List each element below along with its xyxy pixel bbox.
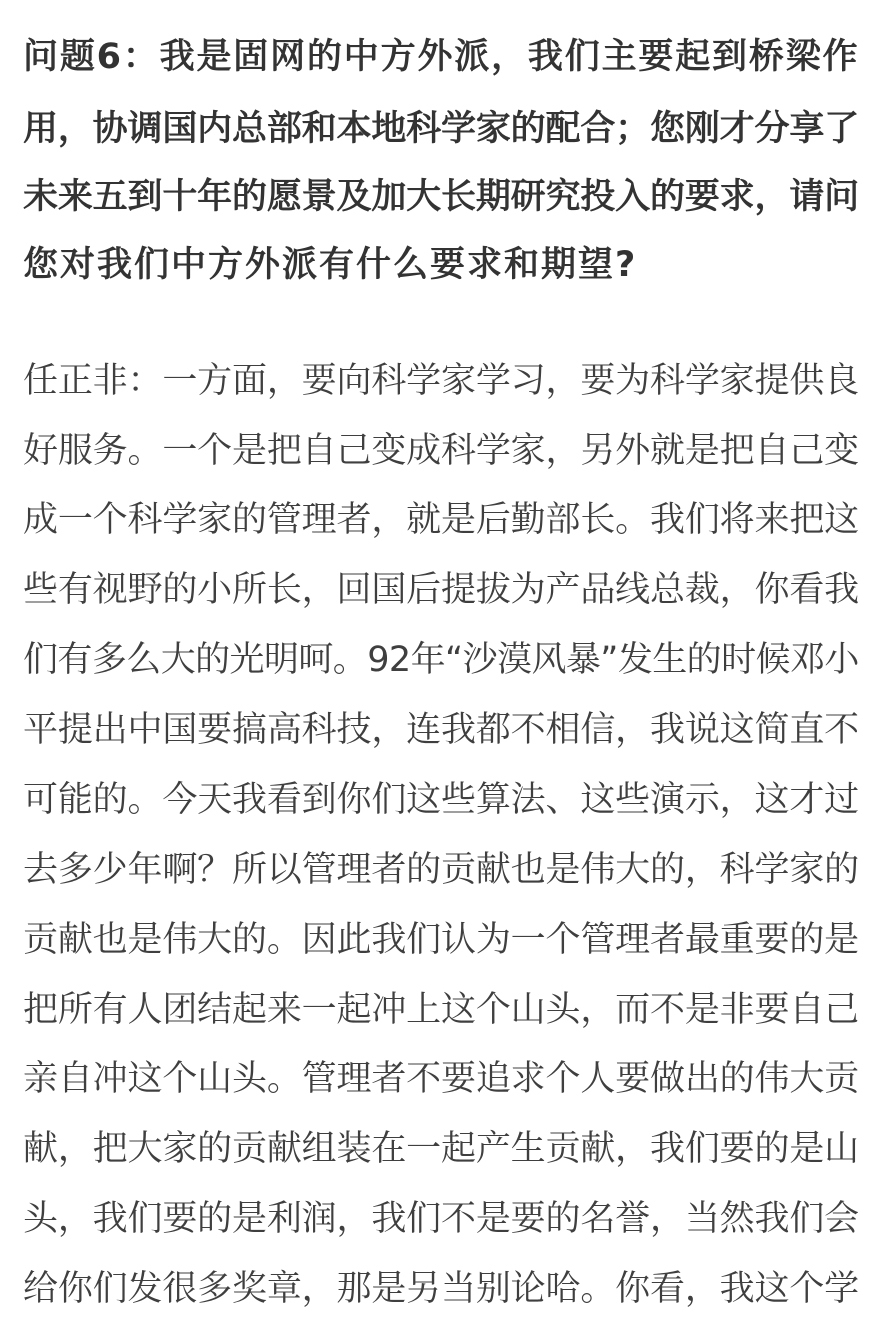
question-line: 用，协调国内总部和本地科学家的配合；您刚才分享了: [23, 109, 860, 149]
answer-line: 贡献也是伟大的。因此我们认为一个管理者最重要的是: [23, 920, 860, 960]
answer-line: 好服务。一个是把自己变成科学家，另外就是把自己变: [23, 431, 860, 471]
answer-line: 平提出中国要搞高科技，连我都不相信，我说这简直不: [23, 710, 860, 750]
answer-line: 们有多么大的光明呵。92年“沙漠风暴”发生的时候邓小: [23, 640, 859, 680]
answer-line: 亲自冲这个山头。管理者不要追求个人要做出的伟大贡: [23, 1059, 860, 1099]
answer-line: 献，把大家的贡献组装在一起产生贡献，我们要的是山: [23, 1129, 860, 1169]
answer-line: 任正非：一方面，要向科学家学习，要为科学家提供良: [23, 361, 860, 401]
answer-line: 些有视野的小所长，回国后提拔为产品线总裁，你看我: [23, 570, 860, 610]
answer-line: 可能的。今天我看到你们这些算法、这些演示，这才过: [23, 780, 860, 820]
answer-line: 头，我们要的是利润，我们不是要的名誉，当然我们会: [23, 1199, 860, 1239]
answer-line: 给你们发很多奖章，那是另当别论哈。你看，我这个学: [23, 1269, 860, 1309]
answer-line: 成一个科学家的管理者，就是后勤部长。我们将来把这: [23, 500, 860, 540]
answer-line: 把所有人团结起来一起冲上这个山头，而不是非要自己: [23, 990, 860, 1030]
question-line: 未来五到十年的愿景及加大长期研究投入的要求，请问: [23, 177, 860, 217]
question-line: 问题6：我是固网的中方外派，我们主要起到桥梁作: [23, 37, 860, 77]
question-line: 您对我们中方外派有什么要求和期望?: [23, 245, 638, 285]
answer-line: 去多少年啊？所以管理者的贡献也是伟大的，科学家的: [23, 850, 860, 890]
